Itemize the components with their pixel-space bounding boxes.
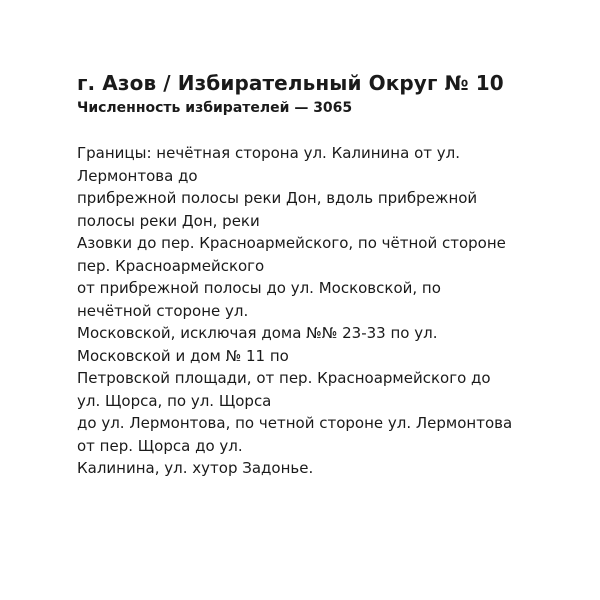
boundaries-description: [77, 142, 530, 480]
boundary-line: до ул. Лермонтова, по четной стороне ул. Лермонтова: [77, 414, 513, 432]
boundary-line: Границы: нечётная сторона ул. Калинина от ул.: [77, 144, 460, 162]
boundary-line: полосы реки Дон, реки: [77, 211, 260, 230]
boundary-line: прибрежной полосы реки Дон, вдоль прибрежной: [77, 189, 478, 207]
boundary-line: от пер. Щорса до ул.: [77, 436, 243, 455]
boundary-line: Петровской площади, от пер. Красноармейского до: [77, 369, 491, 387]
boundary-line: нечётной стороне ул.: [77, 301, 249, 320]
boundary-line: Калинина, ул. хутор Задонье.: [77, 459, 314, 477]
boundary-line: ул. Щорса, по ул. Щорса: [77, 391, 272, 410]
voter-count: Численность избирателей — 3065: [77, 100, 353, 116]
boundary-line: от прибрежной полосы до ул. Московской, по: [77, 279, 441, 297]
boundary-line: пер. Красноармейского: [77, 256, 265, 275]
boundary-line: Московской, исключая дома №№ 23-33 по ул.: [77, 324, 438, 342]
boundary-line: Лермонтова до: [77, 166, 198, 185]
district-title: г. Азов / Избирательный Округ № 10: [77, 71, 504, 95]
boundary-line: Азовки до пер. Красноармейского, по чётной стороне: [77, 234, 506, 252]
boundary-line: Московской и дом № 11 по: [77, 346, 289, 365]
